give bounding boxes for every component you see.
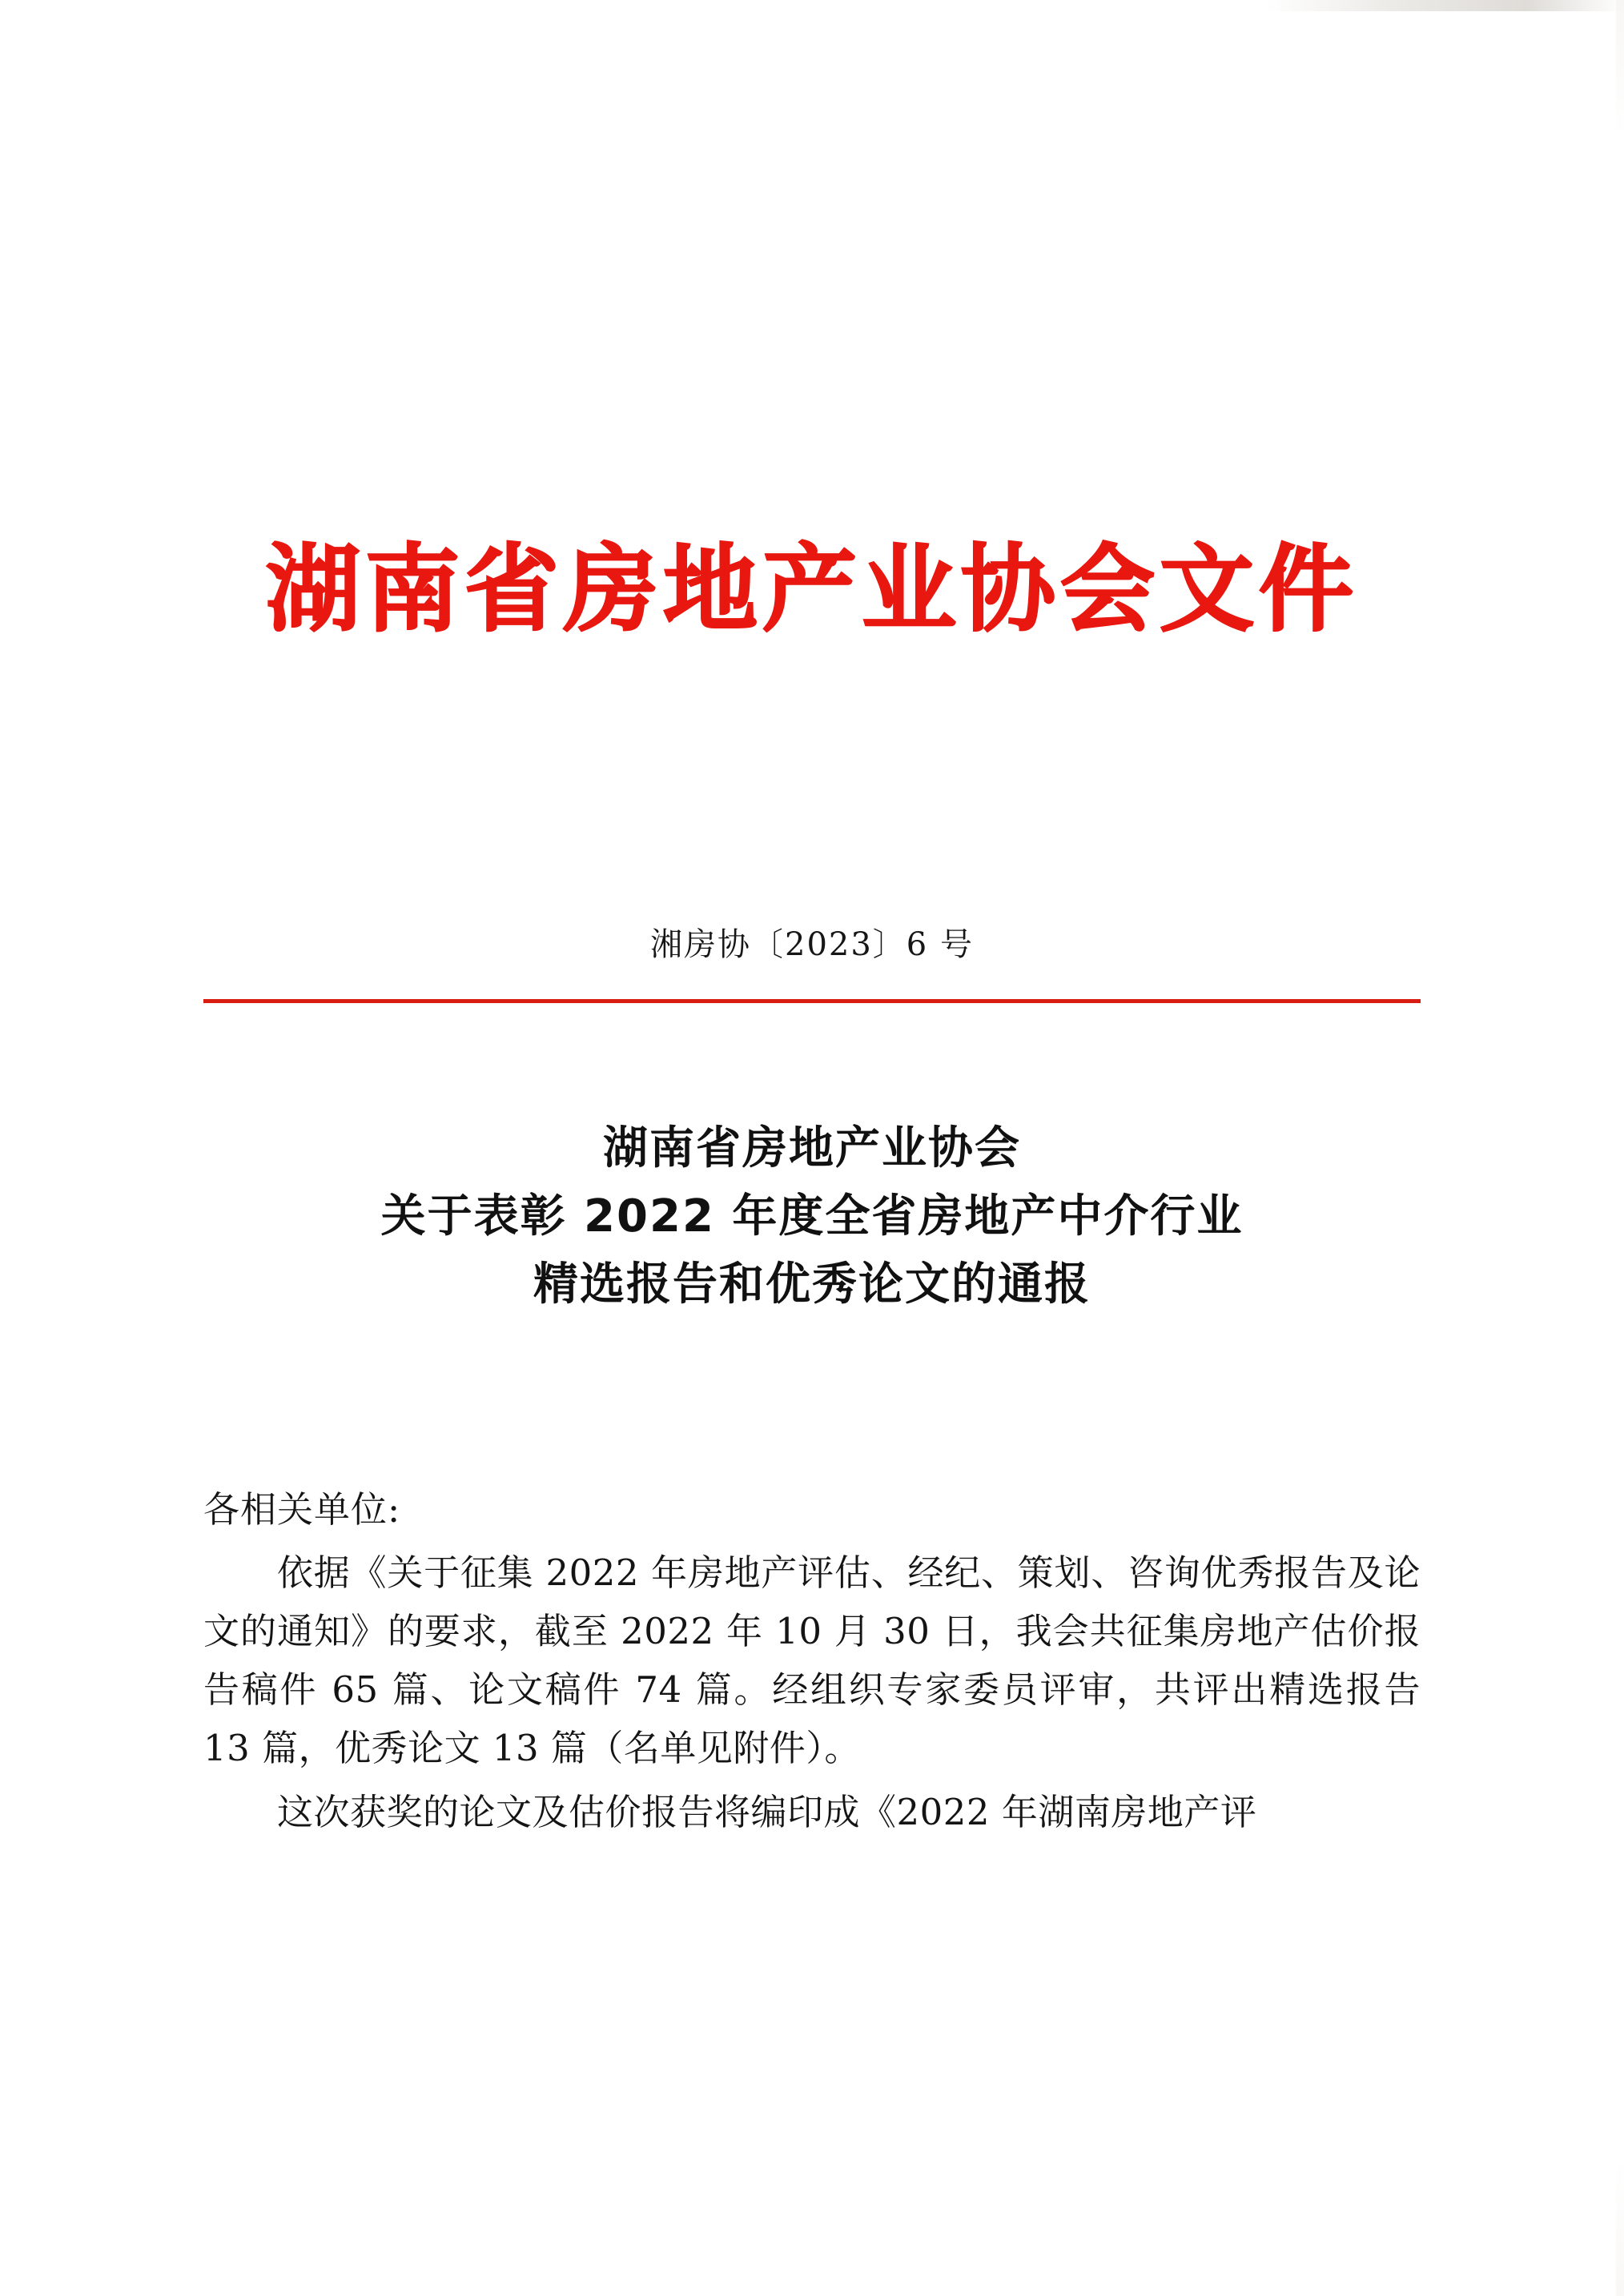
title-line-1: 湖南省房地产业协会 [603,1122,1021,1174]
title-line-3: 精选报告和优秀论文的通报 [533,1258,1091,1311]
title-line-2: 关于表彰 2022 年度全省房地产中介行业 [380,1190,1244,1243]
body-paragraph-2: 这次获奖的论文及估价报告将编印成《2022 年湖南房地产评 [277,1791,1257,1834]
body-paragraph-1: 依据《关于征集 2022 年房地产评估、经纪、策划、咨询优秀报告及论文的通知》的要求，截至 2022 年 10 月 30 日，我会共征集房地产估价报告稿件 65 篇、论文稿件 74 篇。经组织专家委员评审，共评出精选报告 13 篇，优秀论文 13 篇（名单见附件）。 [203,1551,1421,1769]
red-separator-rule [203,999,1421,1003]
masthead [0,534,1624,644]
document-body [203,1481,1421,1842]
masthead-title: 湖南省房地产业协会文件 [265,534,1358,644]
document-number: 湘房协〔2023〕6 号 [650,926,974,963]
document-title [203,1114,1421,1319]
salutation: 各相关单位: [203,1488,401,1531]
